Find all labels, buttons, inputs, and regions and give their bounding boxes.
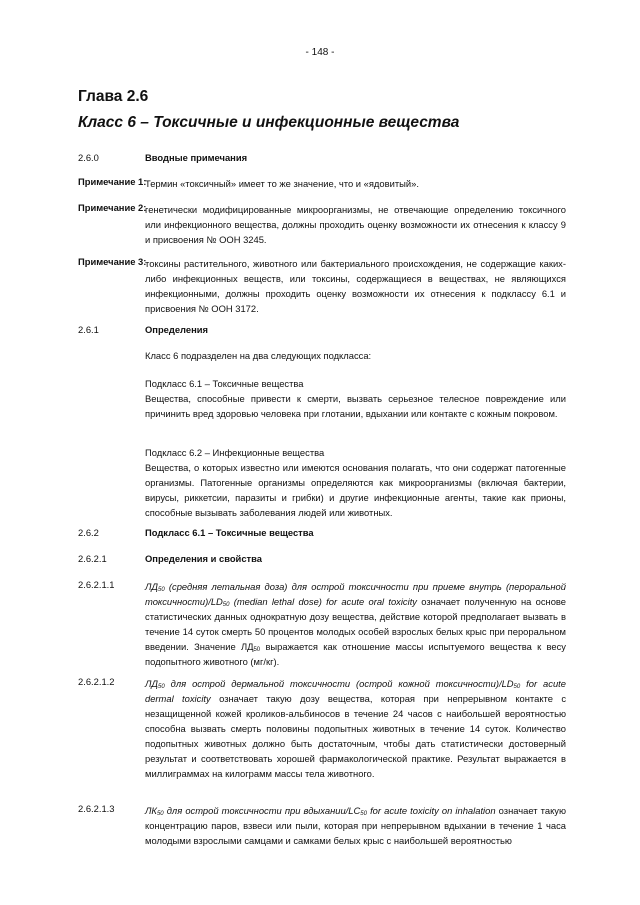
section-title-2-6-0: Вводные примечания <box>145 152 248 163</box>
note-3-label: Примечание 3: <box>78 256 147 267</box>
paragraph-2-6-2-1-2: $ЛД_{50}$ для острой дермальной токсичности (острой кожной $токсичности)/LD_{50}$ for acute dermal toxicity означает такую дозу вещества, которая при непрерывном контакте с незащищенной кожей кроликов-альбиносов в течение 24 часов с наибольшей вероятностью способна вызвать смерть половины подопытных животных в течение 14 суток. Количество подопытных животных должно быть достаточным, чтобы дать статистически достоверный результат и соответствовать хорошей фармакологической практике. Результат выражается в миллиграммах на килограмм массы тела животного. <box>145 678 567 779</box>
subclass-6-1-title: Подкласс 6.1 – Токсичные вещества <box>145 378 304 389</box>
section-number-2-6-2-1-1: 2.6.2.1.1 <box>78 579 115 590</box>
subclass-6-2-block <box>145 445 566 520</box>
section-number-2-6-1: 2.6.1 <box>78 324 99 335</box>
chapter-title: Глава 2.6 <box>78 88 149 105</box>
term-ld50-dermal: $ЛД_{50}$ для острой дермальной токсичности (острой кожной $токсичности)/LD_{50}$ for acute dermal toxicity <box>145 678 566 704</box>
section-number-2-6-2-1: 2.6.2.1 <box>78 553 107 564</box>
section-number-2-6-0: 2.6.0 <box>78 152 99 163</box>
note-3-text: токсины растительного, животного или бактериального происхождения, не содержащие каких-либо инфекционных веществ, или токсины, содержащиеся в веществах, не являющихся инфекционными, должны проходить оценку возможности их отнесения к подклассу 6.1 и присвоения № ООН 3172. <box>145 258 566 314</box>
section-number-2-6-2: 2.6.2 <box>78 527 99 538</box>
paragraph-2-6-2-1-1: $ЛД_{50}$ (средняя летальная доза) для острой токсичности при приеме внутрь (пероральной $токсичности)/LD_{50}$ (median lethal dose) for acute oral toxicity означает полученную на основе статистических данных однократную дозу вещества, действие которой предполагает вызвать в течение 14 суток смерть 50 процентов молодых особей взрослых белых крыс при пероральном введении. Значение $ЛД_{50}$ выражается как отношение массы испытуемого вещества к весу подопытного животного (мг/кг). <box>145 581 566 667</box>
definitions-intro: Класс 6 подразделен на два следующих подкласса: <box>145 350 372 361</box>
subclass-6-2-title: Подкласс 6.2 – Инфекционные вещества <box>145 447 325 458</box>
section-number-2-6-2-1-3: 2.6.2.1.3 <box>78 803 115 814</box>
term-ld50-ru: $ЛД_{50}$ (средняя летальная доза) для острой токсичности при приеме внутрь (пероральной $токсичности)/LD_{50}$ (median lethal dose) for acute oral toxicity <box>145 581 566 608</box>
section-title-2-6-1: Определения <box>145 324 209 335</box>
note-2-label: Примечание 2: <box>78 202 147 213</box>
note-1-label: Примечание 1: <box>78 176 147 187</box>
section-title-2-6-2-1: Определения и свойства <box>145 553 262 564</box>
subclass-6-2-text: Вещества, о которых известно или имеются основания полагать, что они содержат патогенные организмы. Патогенные организмы определяются как микроорганизмы (включая бактерии, вирусы, риккетсии, паразиты и грибки) и другие инфекционные агенты, такие как прионы, способные вызывать заболевания людей или животных. <box>145 462 566 518</box>
section-number-2-6-2-1-2: 2.6.2.1.2 <box>78 676 115 687</box>
class-title: Класс 6 – Токсичные и инфекционные вещества <box>78 114 460 131</box>
subclass-6-1-block <box>145 376 566 421</box>
note-2-text: генетически модифицированные микроорганизмы, не отвечающие определению токсичного или инфекционного вещества, должны проходить оценку возможности их отнесения к классу 9 и присвоения № ООН 3245. <box>145 204 566 245</box>
term-lc50-inhalation: $ЛК_{50}$ для острой токсичности при вдыхании/$LC_{50}$ for acute toxicity on inhalation <box>145 805 496 817</box>
subclass-6-1-text: Вещества, способные привести к смерти, вызвать серьезное телесное повреждение или причинить вред здоровью человека при глотании, вдыхании или контакте с кожным покровом. <box>145 393 566 419</box>
note-1-text: Термин «токсичный» имеет то же значение, что и «ядовитый». <box>145 178 419 189</box>
section-title-2-6-2: Подкласс 6.1 – Токсичные вещества <box>145 527 314 538</box>
page-number: - 148 - <box>305 47 335 58</box>
paragraph-2-6-2-1-3: $ЛК_{50}$ для острой токсичности при вдыхании/$LC_{50}$ for acute toxicity on inhalation означает такую концентрацию паров, взвеси или пыли, которая при непрерывном вдыхании в течение 1 часа молодыми взрослыми самцами и самками белых крыс с наибольшей вероятностью <box>145 805 566 846</box>
